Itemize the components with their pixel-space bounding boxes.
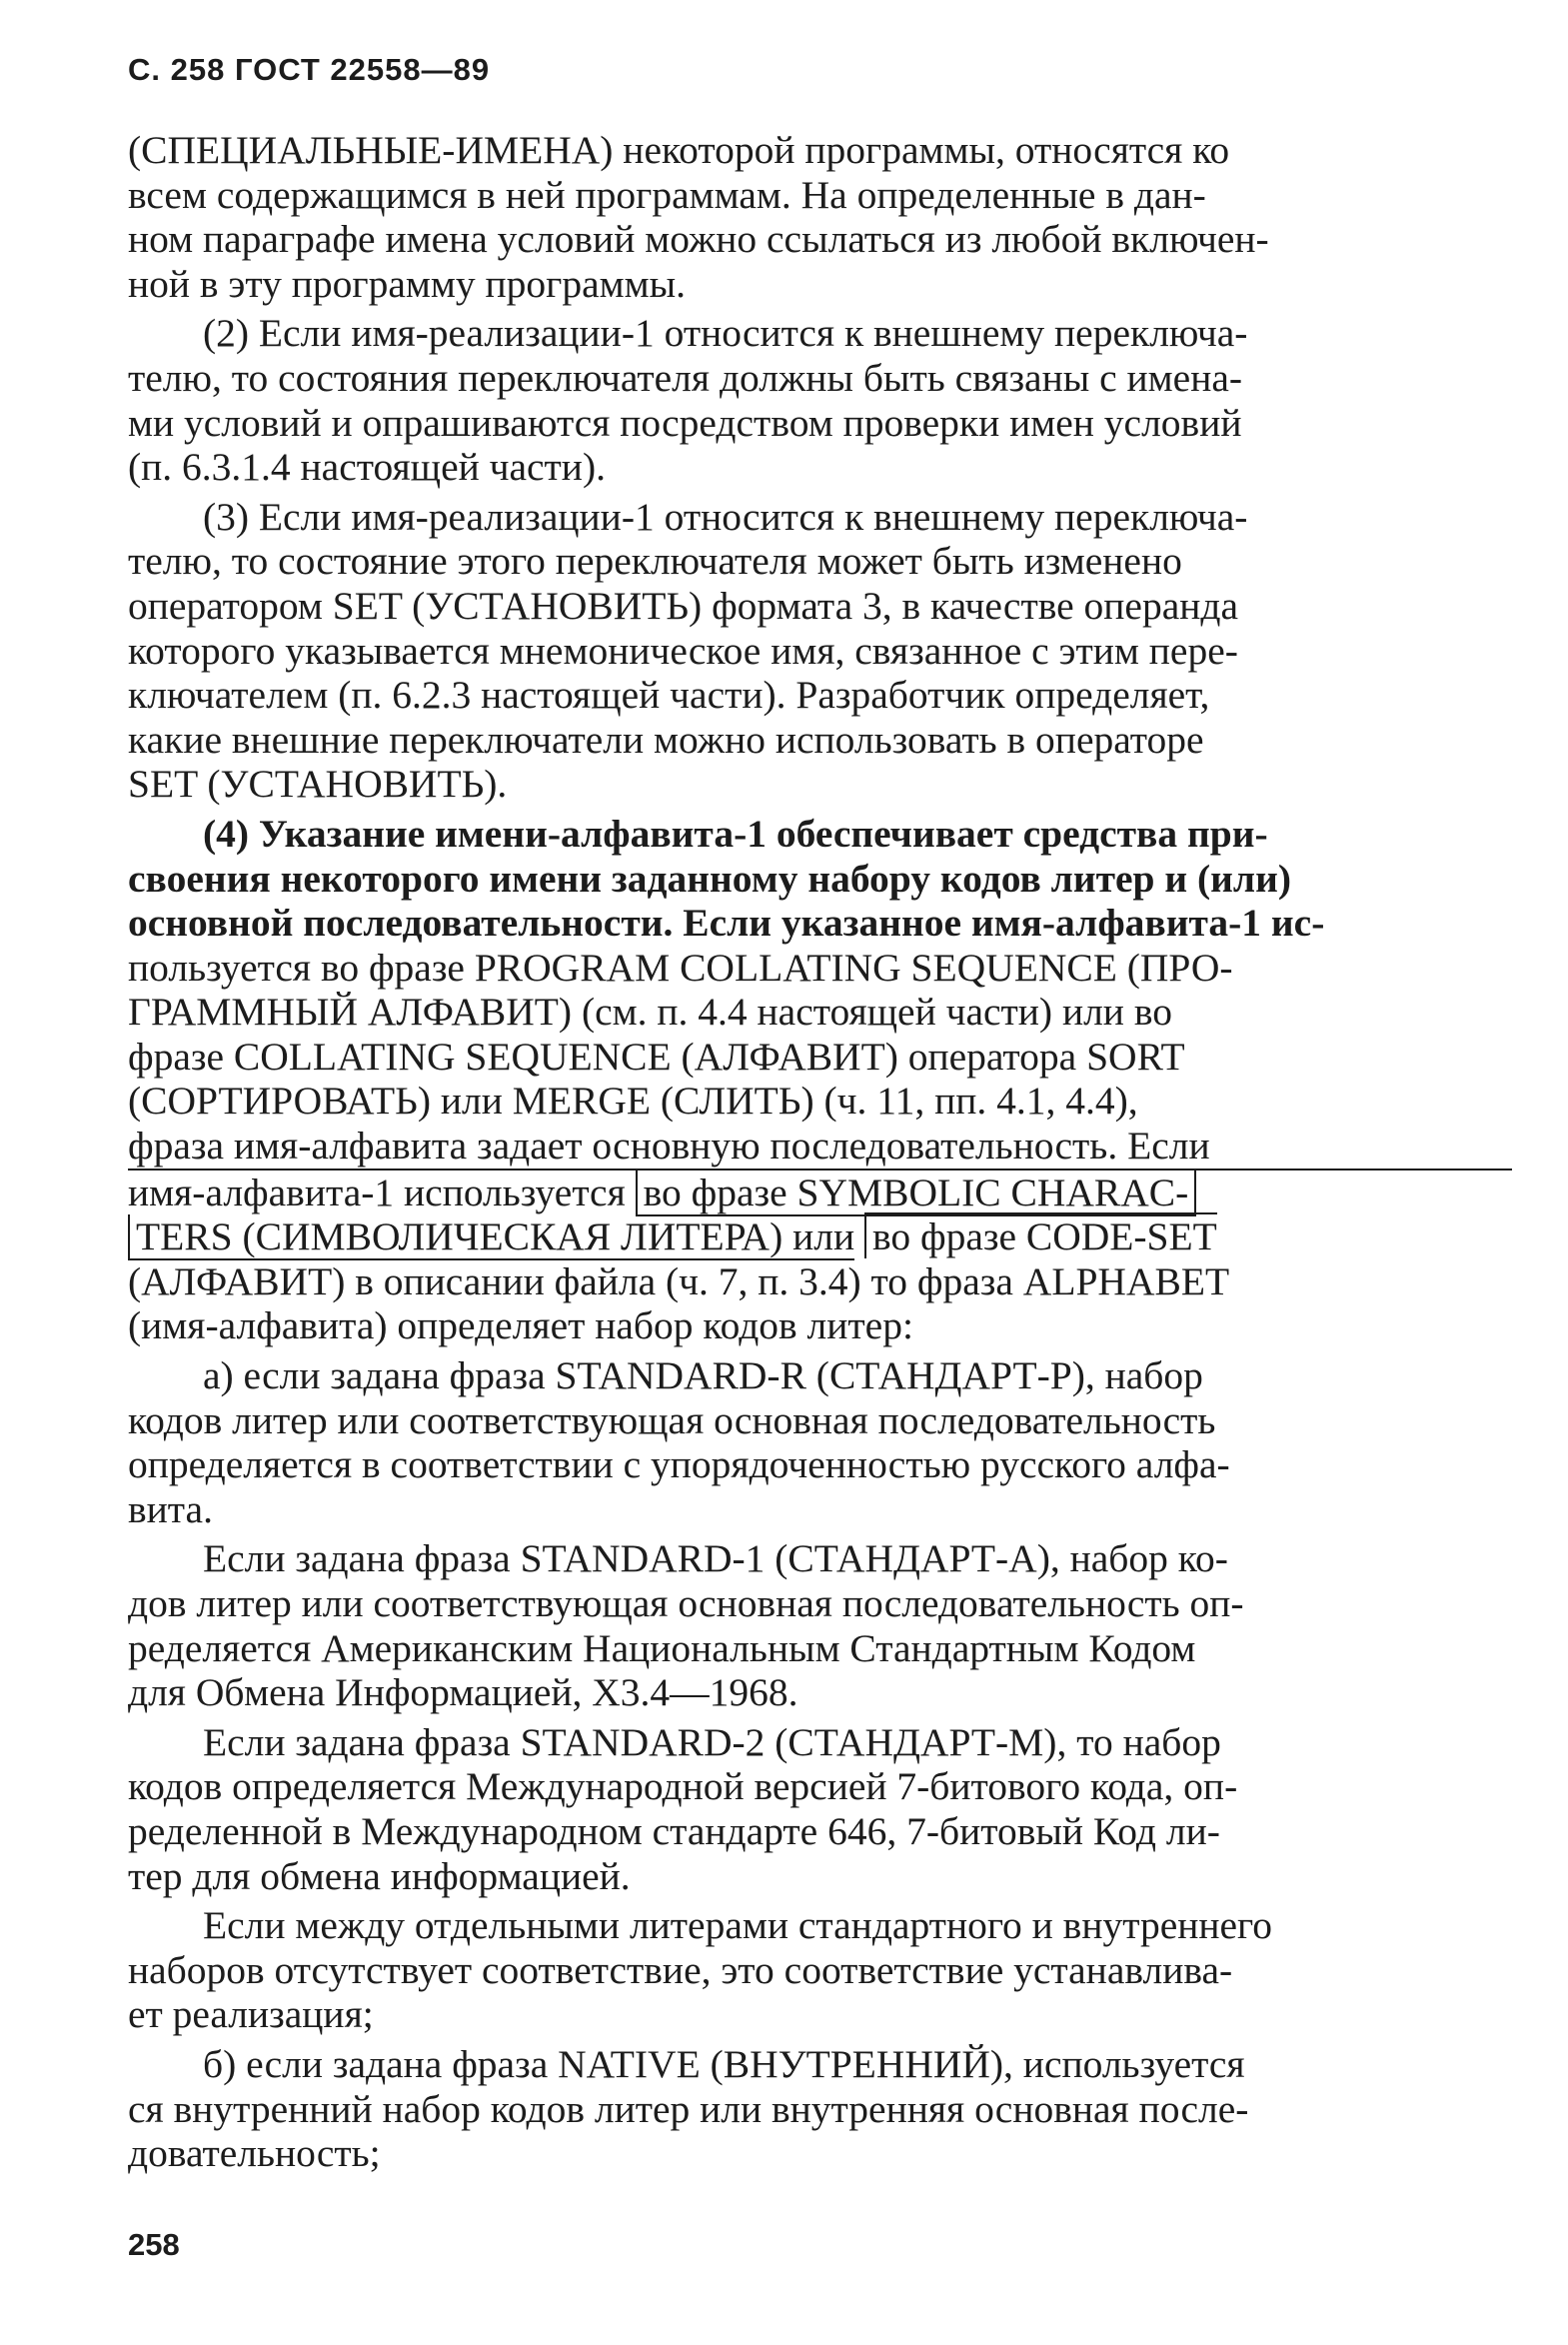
text-line: ределенной в Международном стандарте 646, 7-битовый Код ли- xyxy=(128,1808,1220,1853)
boxed-line-2 xyxy=(128,1214,1512,1259)
text-line: ключателем (п. 6.2.3 настоящей части). Разработчик определяет, xyxy=(128,673,1210,718)
text-line: довательность; xyxy=(128,2131,381,2176)
text-line: вита. xyxy=(128,1486,213,1531)
paragraph-5 xyxy=(128,1353,1512,1531)
paragraph-9 xyxy=(128,2042,1512,2176)
text-line: ном параграфе имена условий можно ссылаться из любой включен- xyxy=(128,217,1269,262)
page-number: 258 xyxy=(128,2227,180,2262)
text-line: ми условий и опрашиваются посредством проверки имен условий xyxy=(128,400,1242,445)
text-line: пользуется во фразе PROGRAM COLLATING SEQUENCE (ПРО- xyxy=(128,945,1233,990)
paragraph-1 xyxy=(128,128,1512,306)
paragraph-3 xyxy=(128,495,1512,807)
text-line: ся внутренний набор кодов литер или внутренняя основная после- xyxy=(128,2086,1249,2131)
text-line: ГРАММНЫЙ АЛФАВИТ) (см. п. 4.4 настоящей части) или во xyxy=(128,990,1172,1035)
paragraph-7 xyxy=(128,1720,1512,1898)
text-line: (АЛФАВИТ) в описании файла (ч. 7, п. 3.4) то фраза ALPHABET xyxy=(128,1258,1230,1303)
text-line: какие внешние переключатели можно использовать в операторе xyxy=(128,717,1204,762)
text-line: для Обмена Информацией, X3.4—1968. xyxy=(128,1670,798,1715)
text-line: (п. 6.3.1.4 настоящей части). xyxy=(128,445,606,490)
text-line: (4) Указание имени-алфавита-1 обеспечивает средства при- xyxy=(203,811,1268,856)
text-line: (2) Если имя-реализации-1 относится к внешнему переключа- xyxy=(203,311,1248,356)
text-line: телю, то состояния переключателя должны быть связаны с имена- xyxy=(128,355,1243,400)
text-line: б) если задана фраза NATIVE (ВНУТРЕННИЙ), используется xyxy=(203,2041,1245,2086)
text-line: основной последовательности. Если указанное имя-алфавита-1 ис- xyxy=(128,901,1325,946)
running-header: С. 258 ГОСТ 22558—89 xyxy=(128,52,491,87)
paragraph-4 xyxy=(128,812,1512,1348)
text-line: которого указывается мнемоническое имя, связанное с этим пере- xyxy=(128,628,1238,673)
text-line: а) если задана фраза STANDARD-R (СТАНДАРТ-Р), набор xyxy=(203,1353,1203,1398)
text-line: (СОРТИРОВАТЬ) или MERGE (СЛИТЬ) (ч. 11, пп. 4.1, 4.4), xyxy=(128,1079,1138,1124)
text-line: (3) Если имя-реализации-1 относится к внешнему переключа- xyxy=(203,494,1248,539)
text-line: (СПЕЦИАЛЬНЫЕ-ИМЕНА) некоторой программы, относятся ко xyxy=(128,128,1230,172)
text-line: Если задана фраза STANDARD-2 (СТАНДАРТ-М), то набор xyxy=(203,1719,1221,1764)
text-line: своения некоторого имени заданному набору кодов литер и (или) xyxy=(128,856,1291,901)
text-line: кодов литер или соответствующая основная последовательность xyxy=(128,1397,1216,1442)
text-line: наборов отсутствует соответствие, это соответствие устанавлива- xyxy=(128,1947,1233,1992)
text-line: ределяется Американским Национальным Стандартным Кодом xyxy=(128,1625,1196,1670)
text-line: ной в эту программу программы. xyxy=(128,261,687,306)
text-line: SET (УСТАНОВИТЬ). xyxy=(128,762,508,807)
body-text xyxy=(128,128,1512,2181)
boxed-phrase-symbolic-cont: TERS (СИМВОЛИЧЕСКАЯ ЛИТЕРА) или xyxy=(128,1214,854,1260)
text-line: тер для обмена информацией. xyxy=(128,1853,631,1898)
text-line: фраза имя-алфавита задает основную последовательность. Если xyxy=(128,1124,1512,1171)
text-line: определяется в соответствии с упорядоченностью русского алфа- xyxy=(128,1442,1230,1487)
text-line: (имя-алфавита) определяет набор кодов литер: xyxy=(128,1303,913,1348)
text-line: кодов определяется Международной версией 7-битового кода, оп- xyxy=(128,1764,1238,1809)
text-line: ет реализация; xyxy=(128,1992,374,2037)
text-line: дов литер или соответствующая основная последовательность оп- xyxy=(128,1581,1244,1625)
boxed-phrase-code-set: во фразе CODE-SET xyxy=(864,1212,1217,1258)
paragraph-6 xyxy=(128,1536,1512,1714)
boxed-line-1-left: имя-алфавита-1 используется xyxy=(128,1170,626,1214)
text-line: телю, то состояние этого переключателя может быть изменено xyxy=(128,539,1182,584)
text-line: Если между отдельными литерами стандартного и внутреннего xyxy=(203,1903,1273,1948)
paragraph-8 xyxy=(128,1903,1512,2037)
paragraph-2 xyxy=(128,311,1512,489)
boxed-phrase-symbolic: во фразе SYMBOLIC CHARAC- xyxy=(636,1171,1197,1216)
text-line: фразе COLLATING SEQUENCE (АЛФАВИТ) оператора SORT xyxy=(128,1034,1185,1079)
text-line: Если задана фраза STANDARD-1 (СТАНДАРТ-А), набор ко- xyxy=(203,1536,1228,1581)
boxed-line-1 xyxy=(128,1171,1512,1215)
text-line: всем содержащимся в ней программам. На определенные в дан- xyxy=(128,172,1206,217)
text-line: оператором SET (УСТАНОВИТЬ) формата 3, в качестве операнда xyxy=(128,583,1239,628)
